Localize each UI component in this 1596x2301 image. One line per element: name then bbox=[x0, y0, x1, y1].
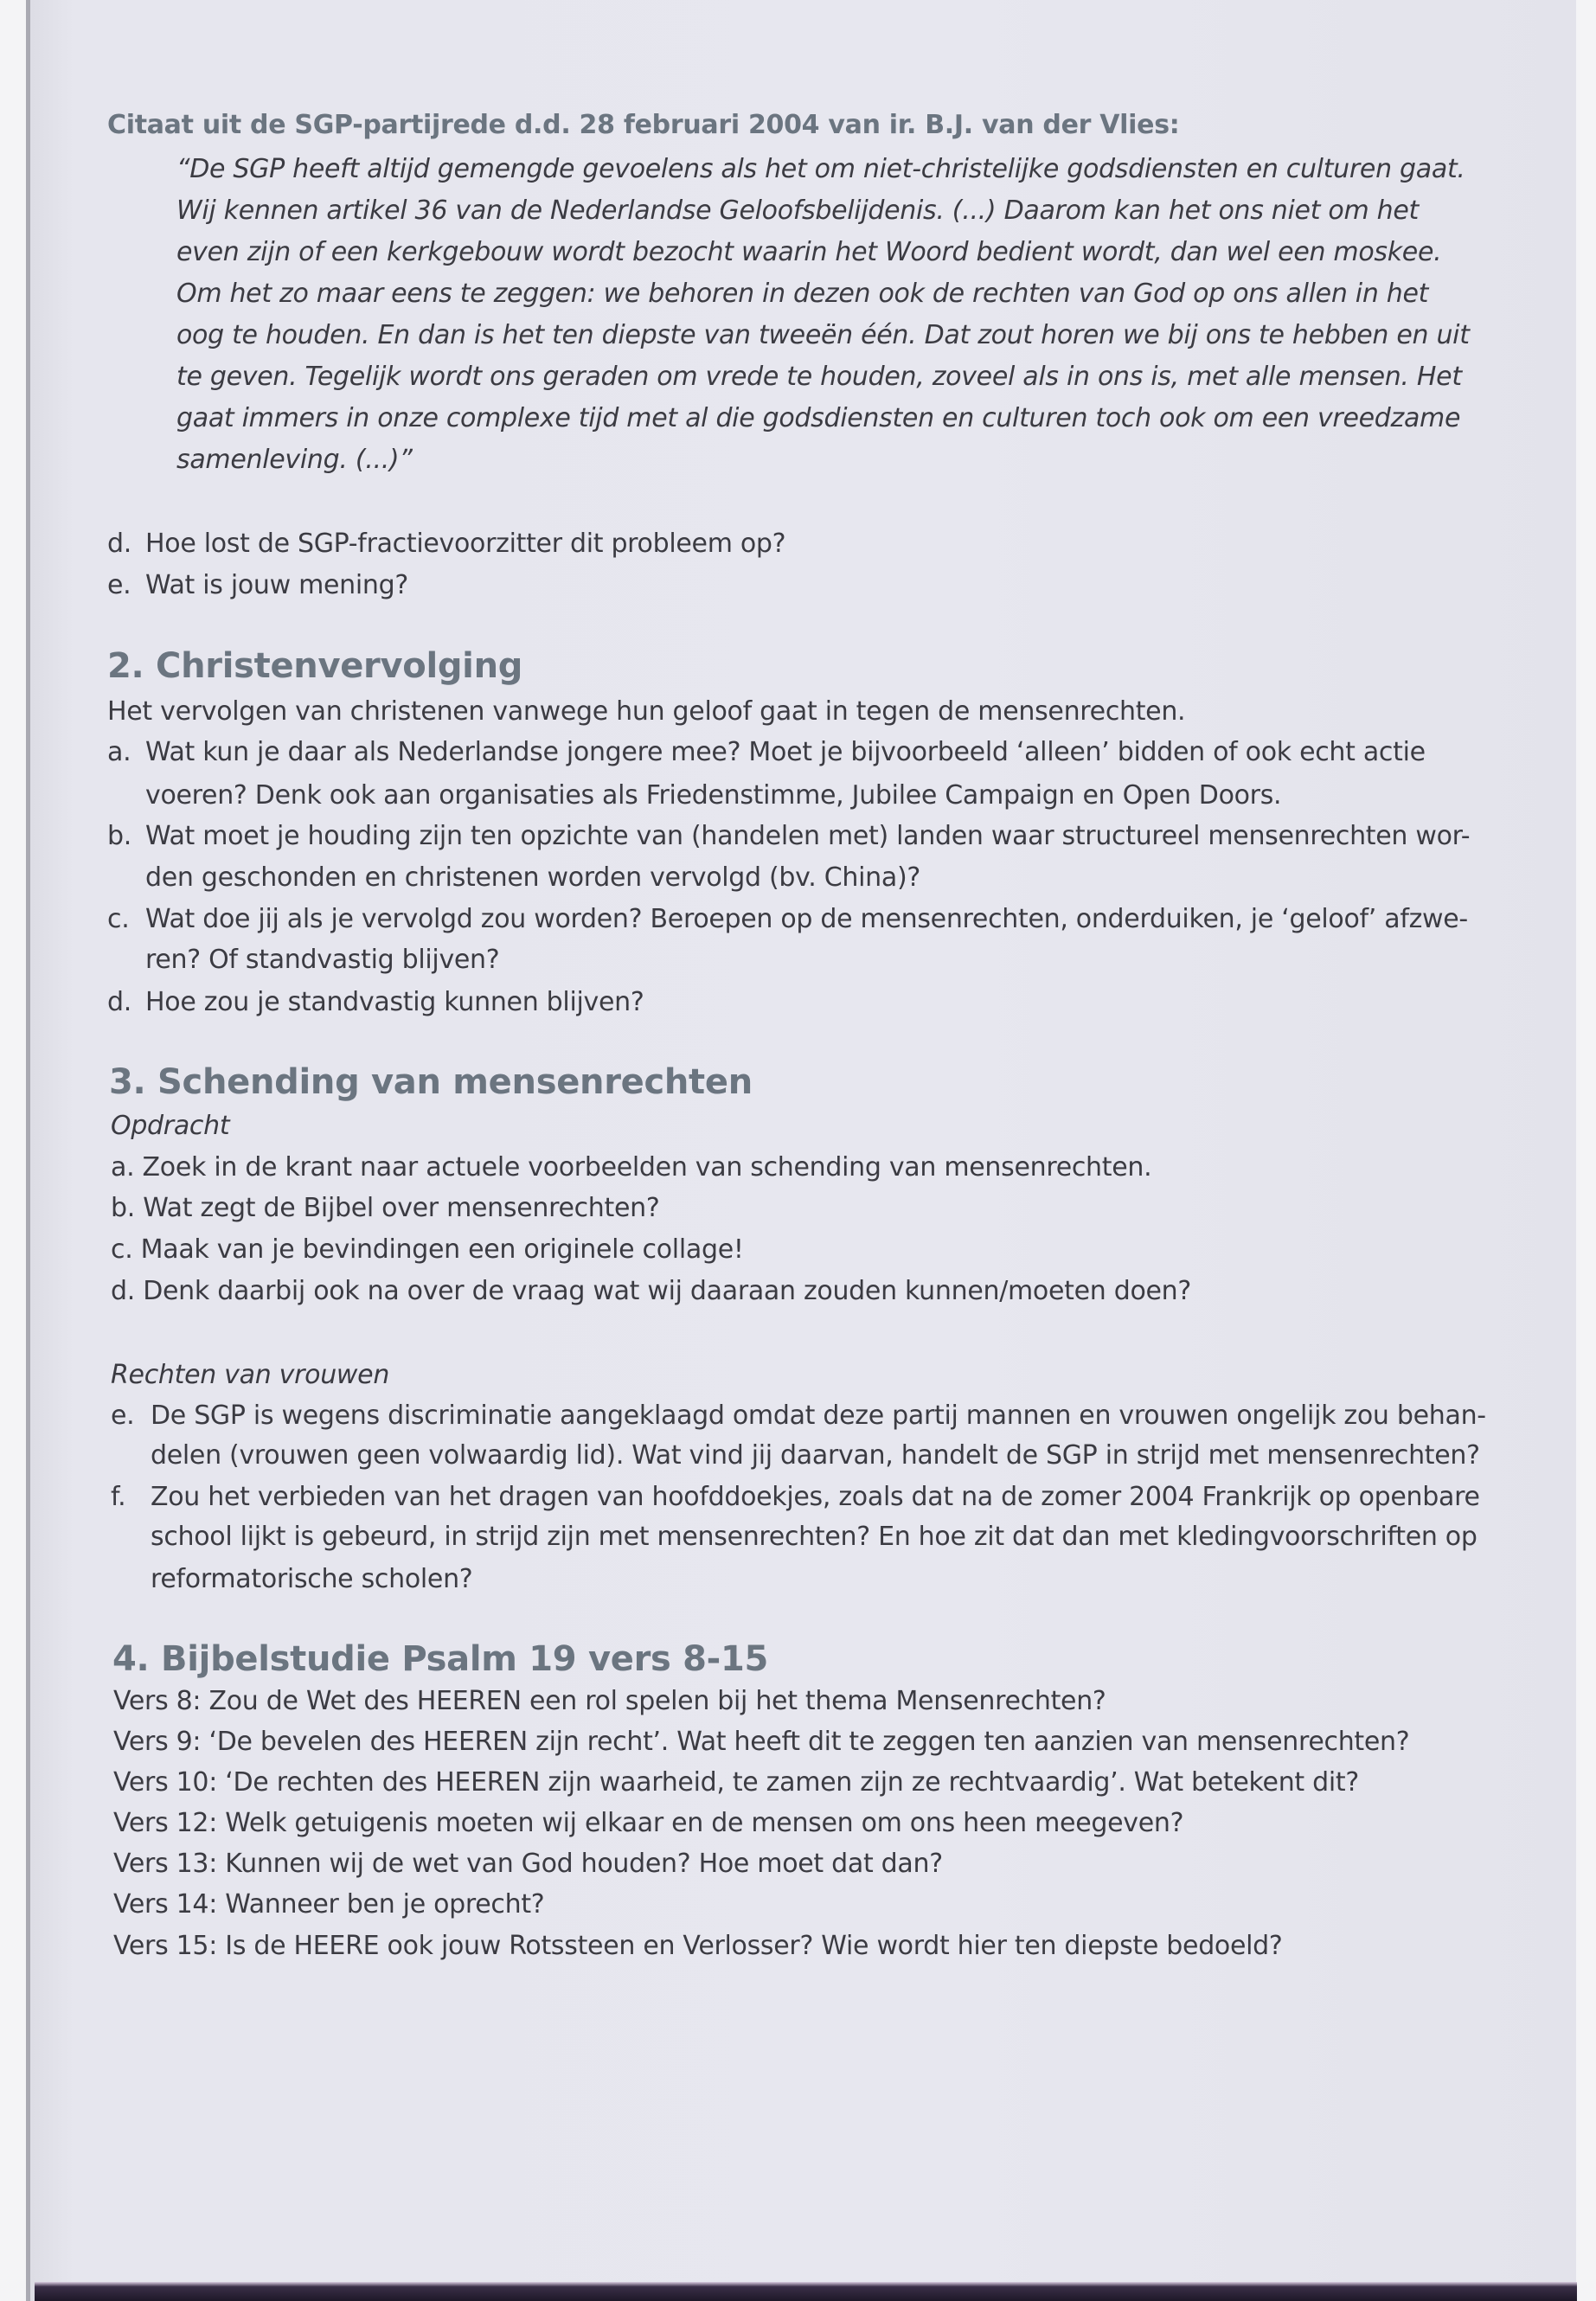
quote-question-letter: d. bbox=[107, 529, 131, 559]
section3-question-letter: e. bbox=[111, 1400, 135, 1431]
section2-question-text: Wat doe jij als je vervolgd zou worden? Beroepen op de mensenrechten, onderduiken, je ‘geloof’ afzwe- bbox=[145, 904, 1468, 934]
verse-question: Vers 12: Welk getuigenis moeten wij elkaar en de mensen om ons heen meegeven? bbox=[113, 1808, 1184, 1838]
section2-question-letter: c. bbox=[107, 904, 130, 934]
section-intro: Het vervolgen van christenen vanwege hun geloof gaat in tegen de mensenrechten. bbox=[107, 696, 1186, 727]
section2-question-text: den geschonden en christenen worden vervolgd (bv. China)? bbox=[145, 862, 920, 893]
section2-question-text: Hoe zou je standvastig kunnen blijven? bbox=[145, 987, 644, 1017]
quote-line: Om het zo maar eens te zeggen: we behoren in dezen ook de rechten van God op ons allen in het bbox=[176, 279, 1429, 309]
page-bottom-edge bbox=[35, 2282, 1577, 2301]
task-item: d. Denk daarbij ook na over de vraag wat wij daaraan zouden kunnen/moeten doen? bbox=[111, 1276, 1192, 1306]
quote-line: “De SGP heeft altijd gemengde gevoelens als het om niet-christelijke godsdiensten en culturen gaat. bbox=[176, 154, 1465, 184]
quote-line: te geven. Tegelijk wordt ons geraden om vrede te houden, zoveel als in ons is, met alle mensen. Het bbox=[176, 362, 1462, 392]
page-spine-edge bbox=[26, 0, 30, 2301]
task-item: b. Wat zegt de Bijbel over mensenrechten? bbox=[111, 1193, 660, 1223]
quote-question-letter: e. bbox=[107, 570, 131, 600]
quote-title: Citaat uit de SGP-partijrede d.d. 28 februari 2004 van ir. B.J. van der Vlies: bbox=[107, 110, 1180, 140]
verse-question: Vers 15: Is de HEERE ook jouw Rotssteen en Verlosser? Wie wordt hier ten diepste bedoeld? bbox=[113, 1931, 1283, 1961]
quote-line: samenleving. (...)” bbox=[176, 445, 413, 475]
section2-question-text: ren? Of standvastig blijven? bbox=[145, 945, 500, 975]
quote-question-text: Hoe lost de SGP-fractievoorzitter dit probleem op? bbox=[145, 529, 786, 559]
section3-question-text: reformatorische scholen? bbox=[151, 1564, 473, 1594]
verse-question: Vers 8: Zou de Wet des HEEREN een rol spelen bij het thema Mensenrechten? bbox=[113, 1686, 1106, 1716]
section2-question-text: Wat kun je daar als Nederlandse jongere mee? Moet je bijvoorbeeld ‘alleen’ bidden of ook echt actie bbox=[145, 737, 1426, 767]
verse-question: Vers 9: ‘De bevelen des HEEREN zijn recht’. Wat heeft dit te zeggen ten aanzien van mensenrechten? bbox=[113, 1727, 1410, 1757]
section3-question-letter: f. bbox=[111, 1482, 126, 1512]
section-subheading: Opdracht bbox=[111, 1111, 230, 1141]
section2-question-letter: a. bbox=[107, 737, 131, 767]
task-item: c. Maak van je bevindingen een originele collage! bbox=[111, 1234, 744, 1265]
section-heading: 2. Christenvervolging bbox=[107, 646, 523, 686]
section2-question-letter: d. bbox=[107, 987, 131, 1017]
section-heading: 4. Bijbelstudie Psalm 19 vers 8-15 bbox=[112, 1639, 769, 1679]
quote-line: oog te houden. En dan is het ten diepste van tweeën één. Dat zout horen we bij ons te hebben en uit bbox=[176, 320, 1470, 350]
section-subheading: Rechten van vrouwen bbox=[111, 1360, 390, 1390]
quote-line: even zijn of een kerkgebouw wordt bezocht waarin het Woord bedient wordt, dan wel een moskee. bbox=[176, 237, 1442, 267]
verse-question: Vers 10: ‘De rechten des HEEREN zijn waarheid, te zamen zijn ze rechtvaardig’. Wat betekent dit? bbox=[113, 1767, 1359, 1798]
section2-question-text: voeren? Denk ook aan organisaties als Friedenstimme, Jubilee Campaign en Open Doors. bbox=[145, 780, 1282, 811]
section2-question-letter: b. bbox=[107, 821, 131, 851]
section3-question-text: De SGP is wegens discriminatie aangeklaagd omdat deze partij mannen en vrouwen ongelijk zou behan- bbox=[151, 1400, 1486, 1431]
section3-question-text: delen (vrouwen geen volwaardig lid). Wat vind jij daarvan, handelt de SGP in strijd met mensenrechten? bbox=[151, 1440, 1480, 1471]
section2-question-text: Wat moet je houding zijn ten opzichte van (handelen met) landen waar structureel mensenrechten wor- bbox=[145, 821, 1471, 851]
section3-question-text: school lijkt is gebeurd, in strijd zijn met mensenrechten? En hoe zit dat dan met kledingvoorschriften op bbox=[151, 1522, 1477, 1552]
verse-question: Vers 13: Kunnen wij de wet van God houden? Hoe moet dat dan? bbox=[113, 1849, 943, 1879]
verse-question: Vers 14: Wanneer ben je oprecht? bbox=[113, 1889, 545, 1920]
quote-line: Wij kennen artikel 36 van de Nederlandse Geloofsbelijdenis. (...) Daarom kan het ons niet om het bbox=[176, 195, 1419, 226]
quote-question-text: Wat is jouw mening? bbox=[145, 570, 409, 600]
task-item: a. Zoek in de krant naar actuele voorbeelden van schending van mensenrechten. bbox=[111, 1152, 1152, 1183]
section3-question-text: Zou het verbieden van het dragen van hoofddoekjes, zoals dat na de zomer 2004 Frankrijk op openbare bbox=[151, 1482, 1480, 1512]
quote-line: gaat immers in onze complexe tijd met al die godsdiensten en culturen toch ook om een vreedzame bbox=[176, 403, 1461, 433]
section-heading: 3. Schending van mensenrechten bbox=[109, 1062, 753, 1102]
